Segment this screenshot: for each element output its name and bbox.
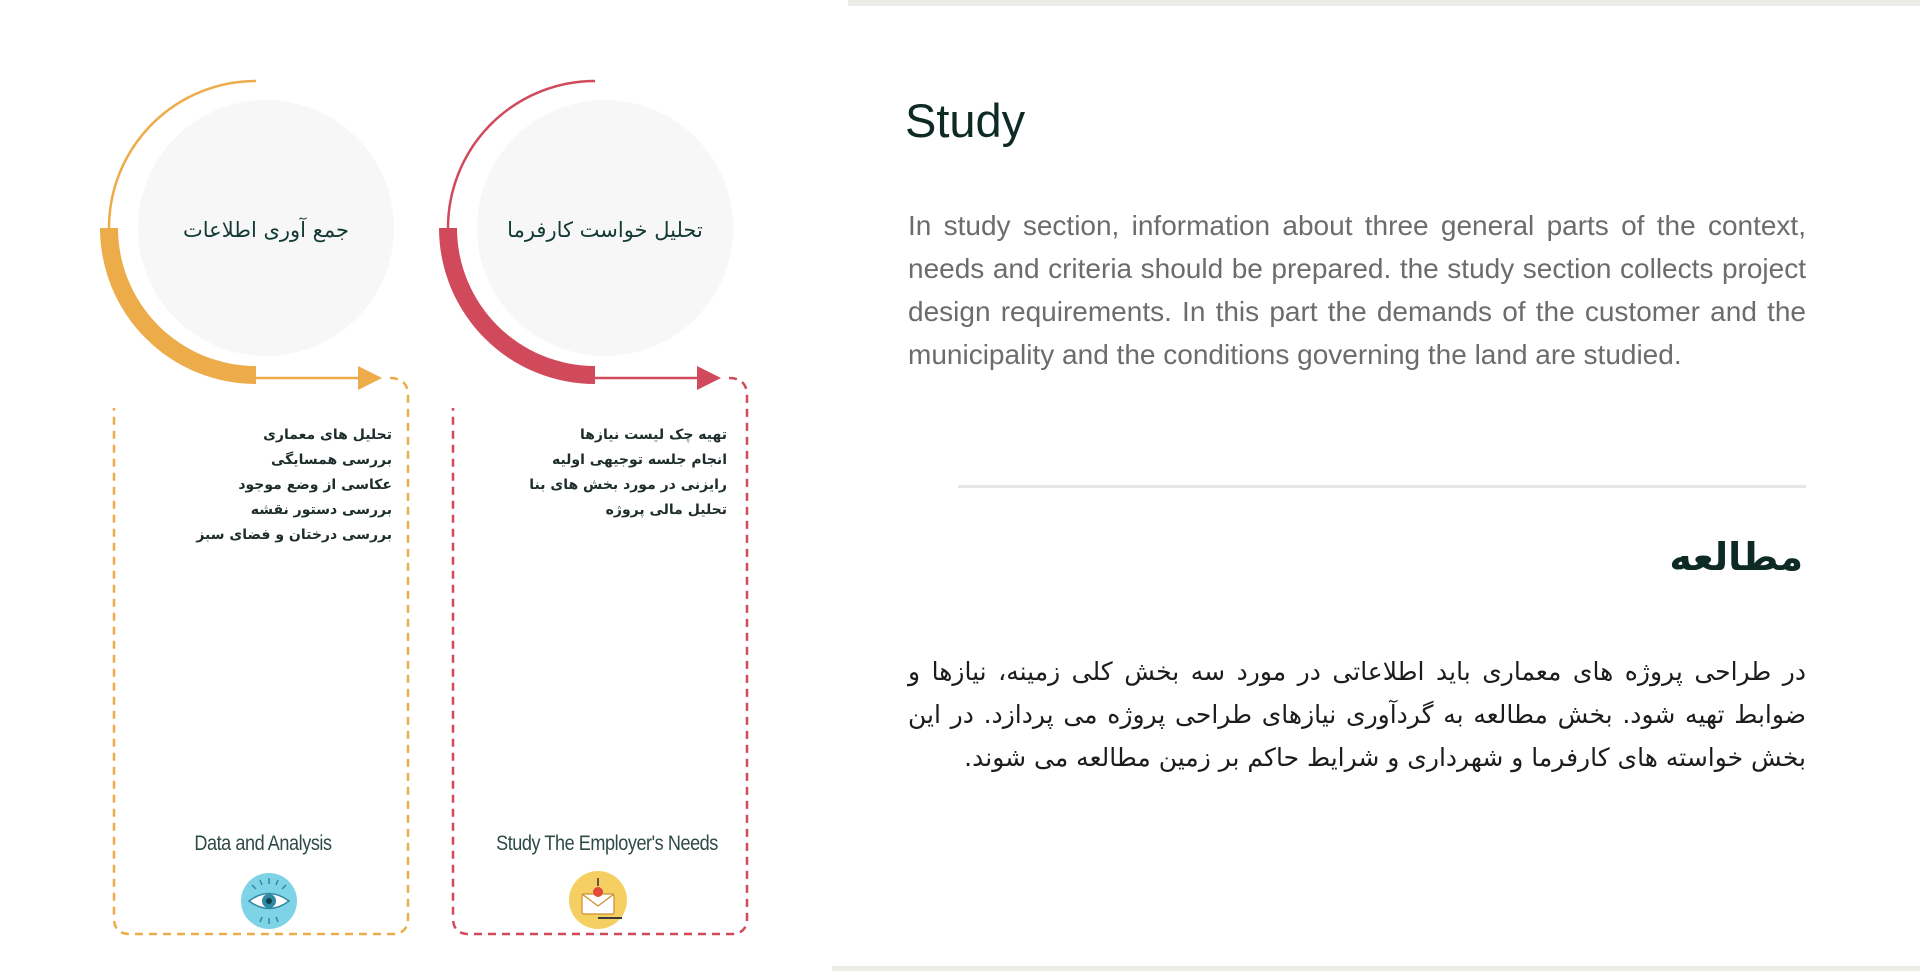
list-item: بررسی دستور نقشه [250,502,392,518]
persian-title: مطالعه [1669,535,1803,579]
envelope-icon [568,870,628,930]
step-title: تحلیل خواست کارفرما [507,218,703,242]
list-item: تحلیل مالی پروژه [605,502,727,518]
list-item: رایزنی در مورد بخش های بنا [529,477,727,493]
arrow-head [358,366,382,390]
arrow-head [697,366,721,390]
persian-description: در طراحی پروژه های معماری باید اطلاعاتی در مورد سه بخش کلی زمینه، نیازها و ضوابط تهیه شود. بخش مطالعه به گردآوری نیازهای طراحی پروژه می پردازد. در این بخش خواسته های کارفرما و شهرداری و شرایط حاکم بر زمین مطالعه می شوند. [908,657,1806,772]
list-item: بررسی درختان و فضای سبز [196,527,392,543]
list-item: تحلیل های معماری [263,427,392,443]
task-list [132,423,392,548]
bottom-border-line [832,966,1920,971]
list-item: عکاسی از وضع موجود [238,477,392,493]
section-divider [958,485,1806,488]
english-description: In study section, information about three general parts of the context, needs and criteria should be prepared. the study section collects project design requirements. In this part the demands of the customer and the municipality and the conditions governing the land are studied. [908,210,1806,370]
eye-icon [240,872,298,930]
step-caption: Data and Analysis [194,832,332,855]
top-border-line [848,0,1920,6]
page-title: Study [905,94,1026,147]
step-caption: Study The Employer's Needs [496,832,718,855]
task-list [467,423,727,523]
step-employer-needs [427,0,827,971]
list-item: انجام جلسه توجیهی اولیه [551,452,727,468]
list-item: تهیه چک لیست نیازها [579,427,727,443]
list-item: بررسی همسایگی [271,452,392,468]
step-title: جمع آوری اطلاعات [183,218,349,242]
